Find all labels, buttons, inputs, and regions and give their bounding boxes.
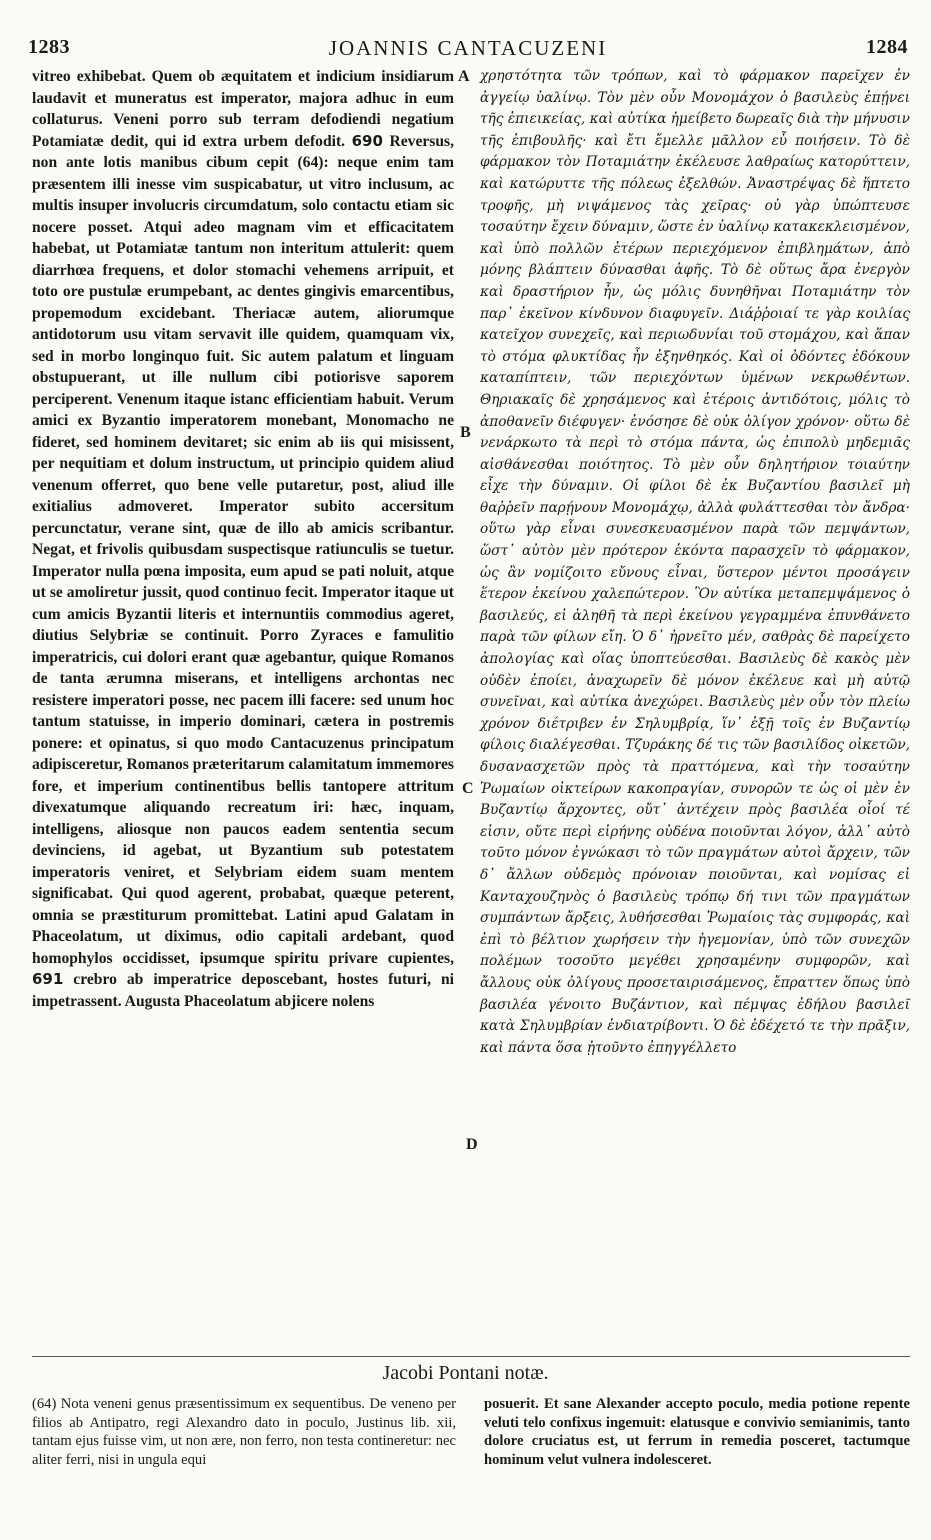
latin-text-part-2: Reversus, non ante lotis manibus cibum cepit (64): neque enim tam præsentem illi inesse vim suspicabatur, ut vitro inclusum, ac multis insuper involucris circumdatum, solo contactu etiam sic nocere posset. Atqui adeo magnam vim et efficacitatem habebat, ut Potamiatæ tantum non interitum attulerit: quem diarrhœa frequens, et dolor stomachi vehemens arripuit, et toto ore pustulæ erumpebant, ac dentes gingivis emarcentibus, propemodum excidebant. Theriacæ autem, aliorumque antidotorum usu vitam servavit ille quidem, quamquam vix, sed in morbo longinquo fuit. Sic autem palatum et linguam obstupuerant, ut ille nullum cibi potiorisve saporem perciperent. Venenum itaque istanc efficientiam habuit. Verum amici ex Byzantio imperatorem monebant, Monomacho ne fideret, sed hominem devitaret; sic enim ab iis qui misissent, per nequitiam et dolum instructum, ut principio quidem aliud venenum offerret, quo bene velle putaretur, post, aliud ille exitialius admoveret. Imperator subito accersitum percunctatur, verane sint, quæ de illo ab amicis scribantur. Negat, et frivolis quibusdam suspectisque ratiunculis se tuetur. Imperator nulla pœna imposita, eum apud se pati noluit, atque ut se amoliretur jussit, quod continuo fecit. Imperator itaque ut cum amicis Byzantii literis et internuntiis commodius ageret, diutius Selybriæ se continuit. Porro Zyraces e famulitio imperatricis, cui dolori erant quæ agebantur, quique Romanos de tanta ærumna miserans, et intelligens archontas nec resistere imperatori posse, nec pacem illi facere: sed unum hoc tantum statuisse, in imperio dominari, cætera in postremis ponere: et opinatus, si quo modo Cantacuzenus principatum adipisceretur, Romanos præteritarum calamitatum immemores fore, et imperium continentibus bellis tantopere attritum divexatumque aliquando recreatum iri: hæc, inquam, intelligens, aliosque non paucos eadem sententia secum devinciens, id agebat, ut Byzantium sub potestatem imperatoris veniret, et Selybriam eidem suam mentem significabat. Qui quod agerent, probabat, quæque peterent, omnia se præstiturum promittebat. Latini apud Galatam in Phaceolatum, ut diximus, odio capitali ardebant, quod homophylos occidisset, ipsumque spiritu privare cupientes, xyxy=(32,132,455,967)
notes-title: Jacobi Pontani notæ. xyxy=(382,1362,549,1384)
greek-column: χρηστότητα τῶν τρόπων, καὶ τὸ φάρμακον παρεῖχεν ἐν ἀγγείῳ ὑαλίνῳ. Τὸν μὲν οὖν Μονομάχον ὁ βασιλεὺς ἐπῄνει τῆς ἐπιεικείας, καὶ αὐτίκα ἠμείβετο δωρεαῖς διὰ τὴν μήνυσιν τῆς ἐπιβουλῆς· καὶ ἔτι ἔμελλε μᾶλλον εὖ ποιήσειν. Τὸ δὲ φάρμακον τὸν Ποταμιάτην ἐκέλευσε λαθραίως κατορύττειν, καὶ κατώρυττε τῆς πόλεως ἐξελθών. Ἀναστρέψας δὲ ἥπτετο τροφῆς, μὴ νιψάμενος τὰς χεῖρας· οὐ γὰρ ὑπώπτευσε τοσαύτην ἔχειν δύναμιν, ὥστε ἐν ὑαλίνῳ κατακεκλεισμένον, καὶ ὑπὸ πολλῶν ἑτέρων περιεχόμενον ἐπιβλημάτων, ἀπὸ μόνης βλάπτειν δύνασθαι ἁφῆς. Τὸ δὲ οὕτως ἄρα ἐνεργὸν καὶ δραστήριον ἦν, ὡς μόλις δυνηθῆναι Ποταμιάτην τὸν παρ᾽ ἐκεῖνον κίνδυνον διαφυγεῖν. Διάῤῥοιαί τε γὰρ κοιλίας κατεῖχον συνεχεῖς, καὶ περιωδυνίαι τοῦ στομάχου, καὶ ἅπαν τὸ στόμα φλυκτίδας ἦν ἐξηνθηκός. Καὶ οἱ ὀδόντες ἐδόκουν καταπίπτειν, τῶν περιεχόντων ὑμένων νεκρωθέντων. Θηριακαῖς δὲ χρησάμενος καὶ ἑτέροις ἀντιδότοις, μόλις τὸ ἀποθανεῖν διέφυγεν· ἐνόσησε δὲ οὐκ ὀλίγον χρόνον· οὕτω δὲ νενάρκωτο τὰ περὶ τὸ στόμα πάντα, ὡς ἐπιπολὺ μηδεμιᾶς αἰσθάνεσθαι ποιότητος. Τὸ μὲν οὖν δηλητήριον τοιαύτην εἶχε τὴν δύναμιν. Οἱ φίλοι δὲ ἐκ Βυζαντίου βασιλεῖ μὴ θαῤῥεῖν παρῄνουν Μονομάχῳ, ἀλλὰ φυλάττεσθαι τὸν ἄνδρα· οὕτω γὰρ εἶναι συνεσκευασμένον παρὰ τῶν πεμψάντων, ὥστ᾽ αὐτὸν μὲν πρότερον ἑκόντα παρασχεῖν τὸ φάρμακον, ὡς ἂν νομίζοιτο εὔνους εἶναι, ὕστερον μέντοι προσάγειν ἕτερον ἐκείνου χαλεπώτερον. Ὃν αὐτίκα μεταπεμψάμενος ὁ βασιλεύς, εἰ ἀληθῆ τὰ περὶ ἐκείνου γεγραμμένα ἐπυνθάνετο παρὰ τῶν φίλων εἴη. Ὁ δ᾽ ἠρνεῖτο μέν, σαθρὰς δὲ παρείχετο ἀπολογίας καὶ οἵας ὑποπτεύεσθαι. Βασιλεὺς δὲ κακὸς μὲν οὐδὲν ἐποίει, ἀναχωρεῖν δὲ μόνον ἐκέλευε καὶ μὴ αὐτῷ συνεῖναι, καὶ αὐτίκα ἀνεχώρει. Βασιλεὺς μὲν οὖν τὸν πλείω χρόνον διέτριβεν ἐν Σηλυμβρίᾳ, ἵν᾽ ἐξῇ τοῖς ἐν Βυζαντίῳ φίλοις διαλέγεσθαι. Τζυράκης δέ τις τῶν βασιλίδος οἰκετῶν, δυσανασχετῶν πρὸς τὰ πραττόμενα, καὶ τὴν τοσαύτην Ῥωμαίων οἰκτείρων κακοπραγίαν, συνορῶν τε ὡς οἱ μὲν ἐν Βυζαντίῳ ἄρχοντες, οὔτ᾽ ἀντέχειν πρὸς βασιλέα οἷοί τέ εἰσιν, οὔτε περὶ εἰρήνης οὐδένα ποιοῦνται λόγον, ἀλλ᾽ αὐτὸ τοῦτο μόνον ἐγνώκασι τὸ τῶν πραγμάτων αὐτοὶ ἄρχειν, τῶν δ᾽ ἄλλων οὐδεμὸς πρόνοιαν ποιοῦνται, καὶ νομίσας εἰ Κανταχουζηνὸς ὁ βασιλεὺς τρόπῳ δή τινι τῶν πραγμάτων συμπάντων ἄρξεις, λυθήσεσθαι Ῥωμαίοις τὰς συμφοράς, καὶ ἐπὶ τὸ βέλτιον χωρήσειν τὴν ἡγεμονίαν, ὑπὸ τῶν συνεχῶν πολέμων τοσοῦτο μεγέθει χρησαμένην συμφορῶν, καὶ ἄλλους οὐκ ὀλίγους προσεταιρισάμενος, ἔπραττεν ὅπως ὑπὸ βασιλέα γένοιτο Βυζάντιον, καὶ πέμψας ἐδήλου βασιλεῖ κατὰ Σηλυμβρίαν ἐνδιατρίβοντι. Ὁ δὲ ἐδέχετό τε τὴν πρᾶξιν, καὶ πάντα ὅσα ᾐτοῦντο ἐπηγγέλλετο xyxy=(480,68,910,1056)
latin-text-part-1: vitreo exhibebat. Quem ob æquitatem et indicium insidiarum laudavit et muneratus est imperator, majora adhuc in eum collaturus. Veneni porro sub terram defodiendi negatium Potamiatæ dedit, qui id extra urbem defodit. xyxy=(32,68,454,150)
latin-column xyxy=(32,66,454,1012)
margin-letter-b: B xyxy=(460,424,471,441)
marginal-page-number-691: 691 xyxy=(32,970,64,988)
page-header xyxy=(28,36,908,60)
page-number-right: 1284 xyxy=(866,36,908,58)
marginal-page-number-690: 690 xyxy=(351,131,383,150)
running-title: JOANNIS CANTACUZENI xyxy=(328,36,608,60)
margin-letter-a: A xyxy=(458,68,470,85)
notes-divider xyxy=(32,1356,910,1357)
note-right-column: posuerit. Et sane Alexander accepto poculo, media potione repente veluti telo confixus ingemuit: elatusque e convivio semianimis, tanto dolore cruciatus est, ut ferrum in remedia posceret, tactumque hominum velut vulnera indolesceret. xyxy=(484,1396,910,1468)
margin-letter-d: D xyxy=(466,1136,478,1153)
latin-text-part-3: crebro ab imperatrice deposcebant, hostes futuri, ni impetrassent. Augusta Phaceolatum abjicere nolens xyxy=(32,971,454,1010)
margin-letter-c: C xyxy=(462,780,474,797)
note-left-column: (64) Nota veneni genus præsentissimum ex sequentibus. De veneno per filios ab Antipatro, regi Alexandro dato in poculo, Justinus lib. xii, tantam ejus fuisse vim, ut non ære, non ferro, non testa contineretur: nec aliter ferri, nisi in ungula equi xyxy=(32,1396,456,1468)
page-number-left: 1283 xyxy=(28,36,70,58)
